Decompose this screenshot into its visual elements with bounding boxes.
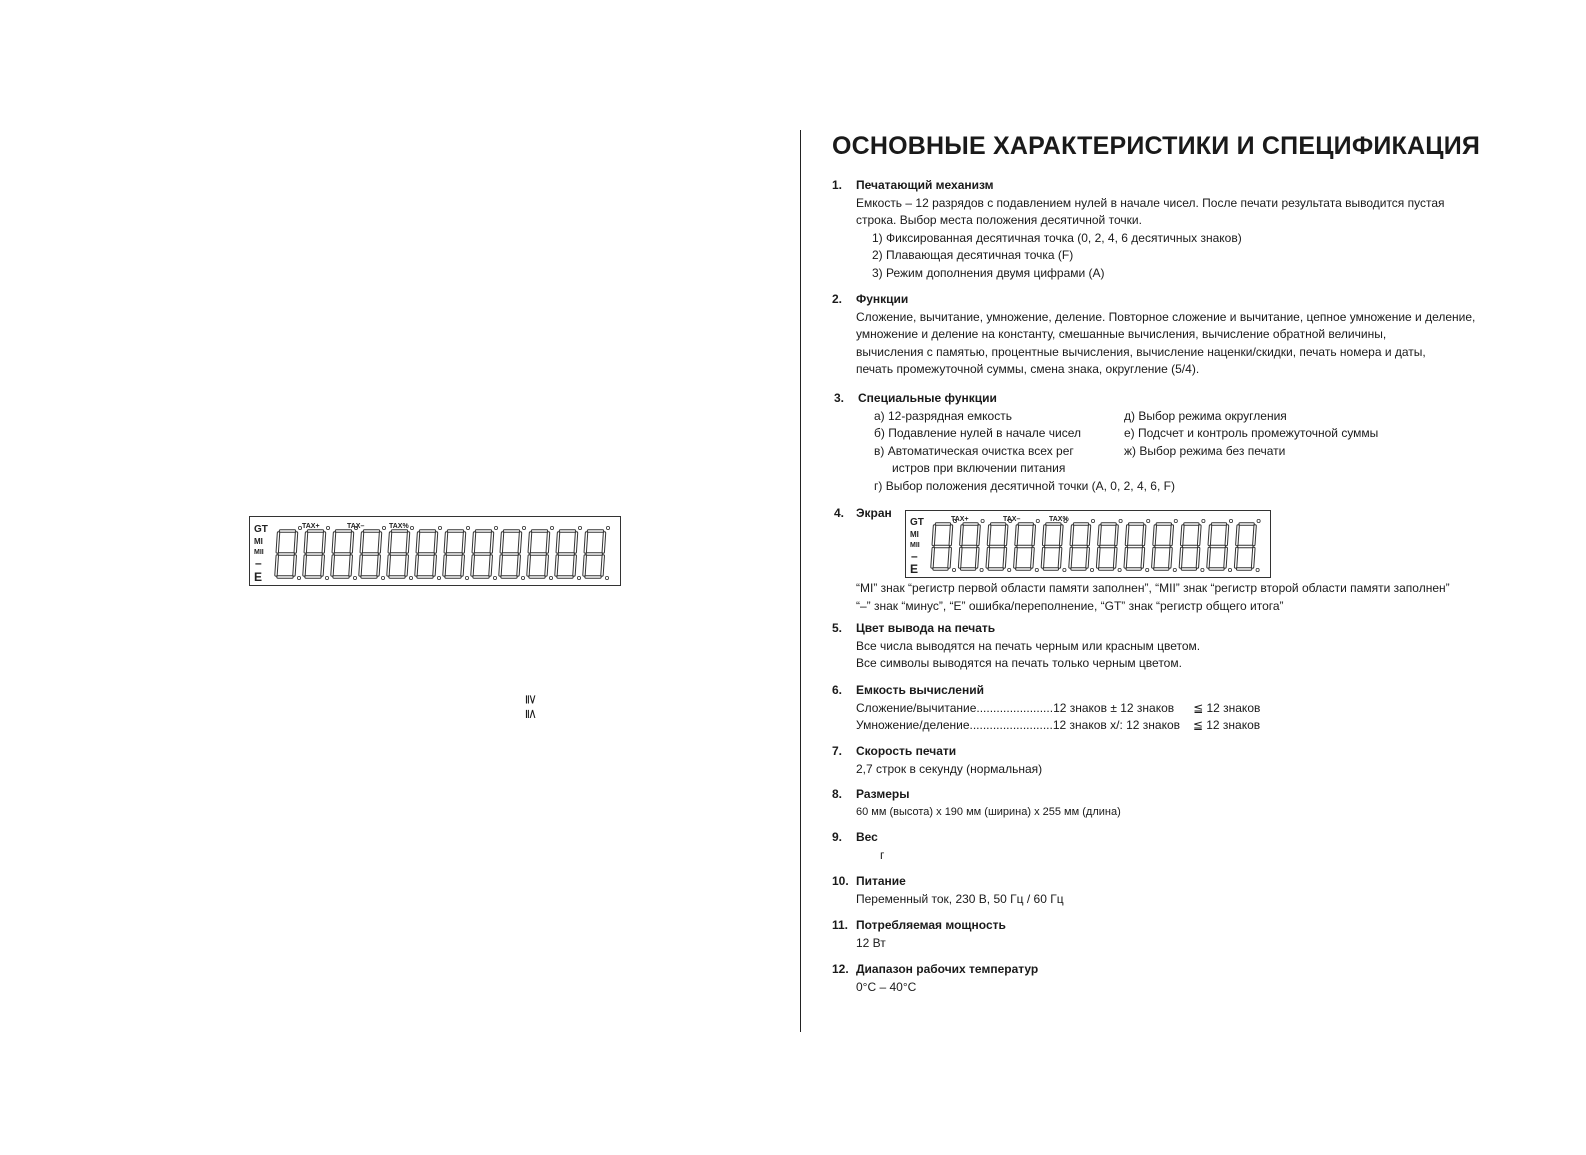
section-number: 3.: [834, 391, 845, 405]
screen-lcd-display: [905, 510, 1271, 578]
lcd-digit: [500, 526, 526, 579]
lcd-e-label: E: [254, 570, 263, 584]
lcd-digit: [556, 526, 582, 579]
lcd-digit: [388, 526, 414, 579]
lcd-digit: [528, 526, 554, 579]
list-item: г) Выбор положения десятичной точки (A, 0, 2, 4, 6, F): [874, 478, 1175, 493]
section-title: Печатающий механизм: [856, 178, 994, 192]
lcd-digit: [472, 526, 498, 579]
section-1: [832, 177, 1445, 282]
section-number: 9.: [832, 830, 843, 844]
lcd-digits: [932, 519, 1260, 571]
section-title: Размеры: [856, 787, 910, 801]
lcd-digit: [360, 526, 386, 579]
lcd-digit: [1236, 519, 1261, 571]
lcd-mi-label: MI: [910, 530, 919, 539]
list-item-continuation: истров при включении питания: [892, 461, 1066, 475]
section-title: Функции: [856, 292, 909, 306]
lcd-tax-minus: TAX–: [1003, 516, 1021, 523]
section-title: Вес: [856, 830, 878, 844]
section-title: Специальные функции: [858, 391, 997, 405]
lcd-tax-plus: TAX+: [951, 516, 969, 523]
text-line: 0°C – 40°C: [856, 979, 917, 994]
lcd-digit: [1153, 519, 1178, 571]
list-item: д) Выбор режима округления: [1124, 408, 1287, 423]
section-number: 1.: [832, 178, 843, 192]
section-number: 7.: [832, 744, 843, 758]
lcd-tax-minus: TAX–: [347, 523, 365, 530]
section-11: [832, 917, 1006, 952]
section-number: 10.: [832, 874, 849, 888]
section-number: 2.: [832, 292, 843, 306]
text-line: печать промежуточной суммы, смена знака, округление (5/4).: [856, 362, 1200, 376]
text-line: Все числа выводятся на печать черным или красным цветом.: [856, 638, 1201, 653]
capacity-limit: ≦ 12 знаков: [1192, 718, 1261, 732]
section-number: 11.: [832, 918, 849, 932]
lcd-digit: [416, 526, 442, 579]
lcd-mi-label: MI: [254, 537, 263, 546]
section-title: Диапазон рабочих температур: [856, 962, 1039, 976]
text-line: строка. Выбор места положения десятичной точки.: [856, 213, 1142, 227]
lcd-gt-label: GT: [254, 524, 268, 535]
section-title: Питание: [856, 874, 906, 888]
page-divider: [800, 130, 801, 1032]
section-3: [832, 390, 1378, 495]
section-title: Экран: [856, 506, 892, 520]
list-item: 1) Фиксированная десятичная точка (0, 2, 4, 6 десятичных знаков): [872, 230, 1242, 245]
capacity-label: Сложение/вычитание.......................: [856, 700, 1054, 715]
list-item: в) Автоматическая очистка всех рег: [874, 443, 1074, 458]
list-item: б) Подавление нулей в начале чисел: [874, 426, 1082, 440]
lcd-digit: [332, 526, 358, 579]
section-4: [832, 505, 892, 523]
lcd-digit: [960, 519, 985, 571]
stray-symbol-leq: ≦: [524, 708, 539, 720]
lcd-digit: [1180, 519, 1205, 571]
text-line: Емкость – 12 разрядов с подавлением нулей в начале чисел. После печати результата выводится пустая: [856, 195, 1445, 210]
text-line: 12 Вт: [856, 935, 886, 950]
page-title: ОСНОВНЫЕ ХАРАКТЕРИСТИКИ И СПЕЦИФИКАЦИЯ: [832, 132, 1481, 160]
text-line: 60 мм (высота) x 190 мм (ширина) x 255 мм (длина): [856, 805, 1121, 818]
lcd-digit: [932, 519, 957, 571]
lcd-digits: [276, 526, 610, 579]
section-title: Цвет вывода на печать: [856, 621, 996, 635]
text-line: Все символы выводятся на печать только черным цветом.: [856, 656, 1182, 670]
lcd-digit: [1098, 519, 1123, 571]
text-line: г: [880, 847, 885, 862]
lcd-digit: [444, 526, 470, 579]
lcd-digit: [276, 526, 302, 579]
lcd-digit: [584, 526, 610, 579]
section-2: [832, 291, 1475, 379]
text-line: 2,7 строк в секунду (нормальная): [856, 761, 1043, 776]
section-9: [832, 829, 884, 864]
section-12: [832, 961, 1038, 996]
section-10: [832, 873, 1064, 908]
lcd-tax-percent: TAX%: [1049, 516, 1069, 523]
lcd-mii-label: MII: [254, 549, 264, 556]
section-title: Емкость вычислений: [856, 683, 984, 697]
section-number: 4.: [834, 506, 845, 520]
section-5: [832, 620, 1200, 673]
section-number: 8.: [832, 787, 843, 801]
section-7: [832, 743, 1042, 778]
section-number: 6.: [832, 683, 843, 697]
lcd-digit: [987, 519, 1012, 571]
text-line: Переменный ток, 230 В, 50 Гц / 60 Гц: [856, 891, 1064, 906]
left-lcd-display: [249, 516, 621, 586]
lcd-minus-label: –: [911, 549, 918, 563]
section-title: Скорость печати: [856, 744, 957, 758]
text-line: вычисления с памятью, процентные вычисления, вычисление наценки/скидки, печать номера и даты,: [856, 344, 1426, 359]
list-item: 2) Плавающая десятичная точка (F): [872, 248, 1074, 262]
lcd-digit: [304, 526, 330, 579]
section-number: 12.: [832, 962, 849, 976]
lcd-digit: [1125, 519, 1150, 571]
capacity-value: 12 знаков ± 12 знаков: [1053, 700, 1175, 715]
lcd-digit: [1042, 519, 1067, 571]
text-line: умножение и деление на константу, смешанные вычисления, вычисление обратной величины,: [856, 327, 1387, 341]
lcd-mii-label: MII: [910, 542, 920, 549]
lcd-gt-label: GT: [910, 517, 924, 528]
text-line: Сложение, вычитание, умножение, деление. Повторное сложение и вычитание, цепное умножение и деление,: [856, 309, 1476, 324]
text-line: “–” знак “минус”, “E” ошибка/переполнение, “GT” знак “регистр общего итога”: [856, 598, 1284, 613]
capacity-value: 12 знаков x/: 12 знаков: [1052, 718, 1181, 732]
stray-symbol-geq: ≧: [524, 694, 539, 705]
text-line: “MI” знак “регистр первой области памяти заполнен”, “MII” знак “регистр второй области памяти заполнен”: [856, 581, 1450, 595]
lcd-e-label: E: [910, 562, 919, 576]
capacity-label: Умножение/деление.........................: [856, 718, 1053, 732]
section-8: [832, 786, 1121, 821]
section-title: Потребляемая мощность: [856, 918, 1006, 932]
list-item: ж) Выбор режима без печати: [1124, 443, 1286, 458]
section-6: [832, 682, 1260, 735]
lcd-minus-label: –: [255, 556, 262, 570]
capacity-limit: ≦ 12 знаков: [1193, 700, 1261, 715]
lcd-tax-percent: TAX%: [389, 523, 409, 530]
lcd-digit: [1208, 519, 1233, 571]
list-item: а) 12-разрядная емкость: [874, 408, 1012, 423]
list-item: 3) Режим дополнения двумя цифрами (A): [872, 265, 1105, 280]
list-item: е) Подсчет и контроль промежуточной суммы: [1124, 426, 1379, 440]
lcd-tax-plus: TAX+: [302, 523, 320, 530]
section-number: 5.: [832, 621, 843, 635]
section-4-notes: [832, 580, 1450, 615]
lcd-digit: [1015, 519, 1040, 571]
lcd-digit: [1070, 519, 1095, 571]
